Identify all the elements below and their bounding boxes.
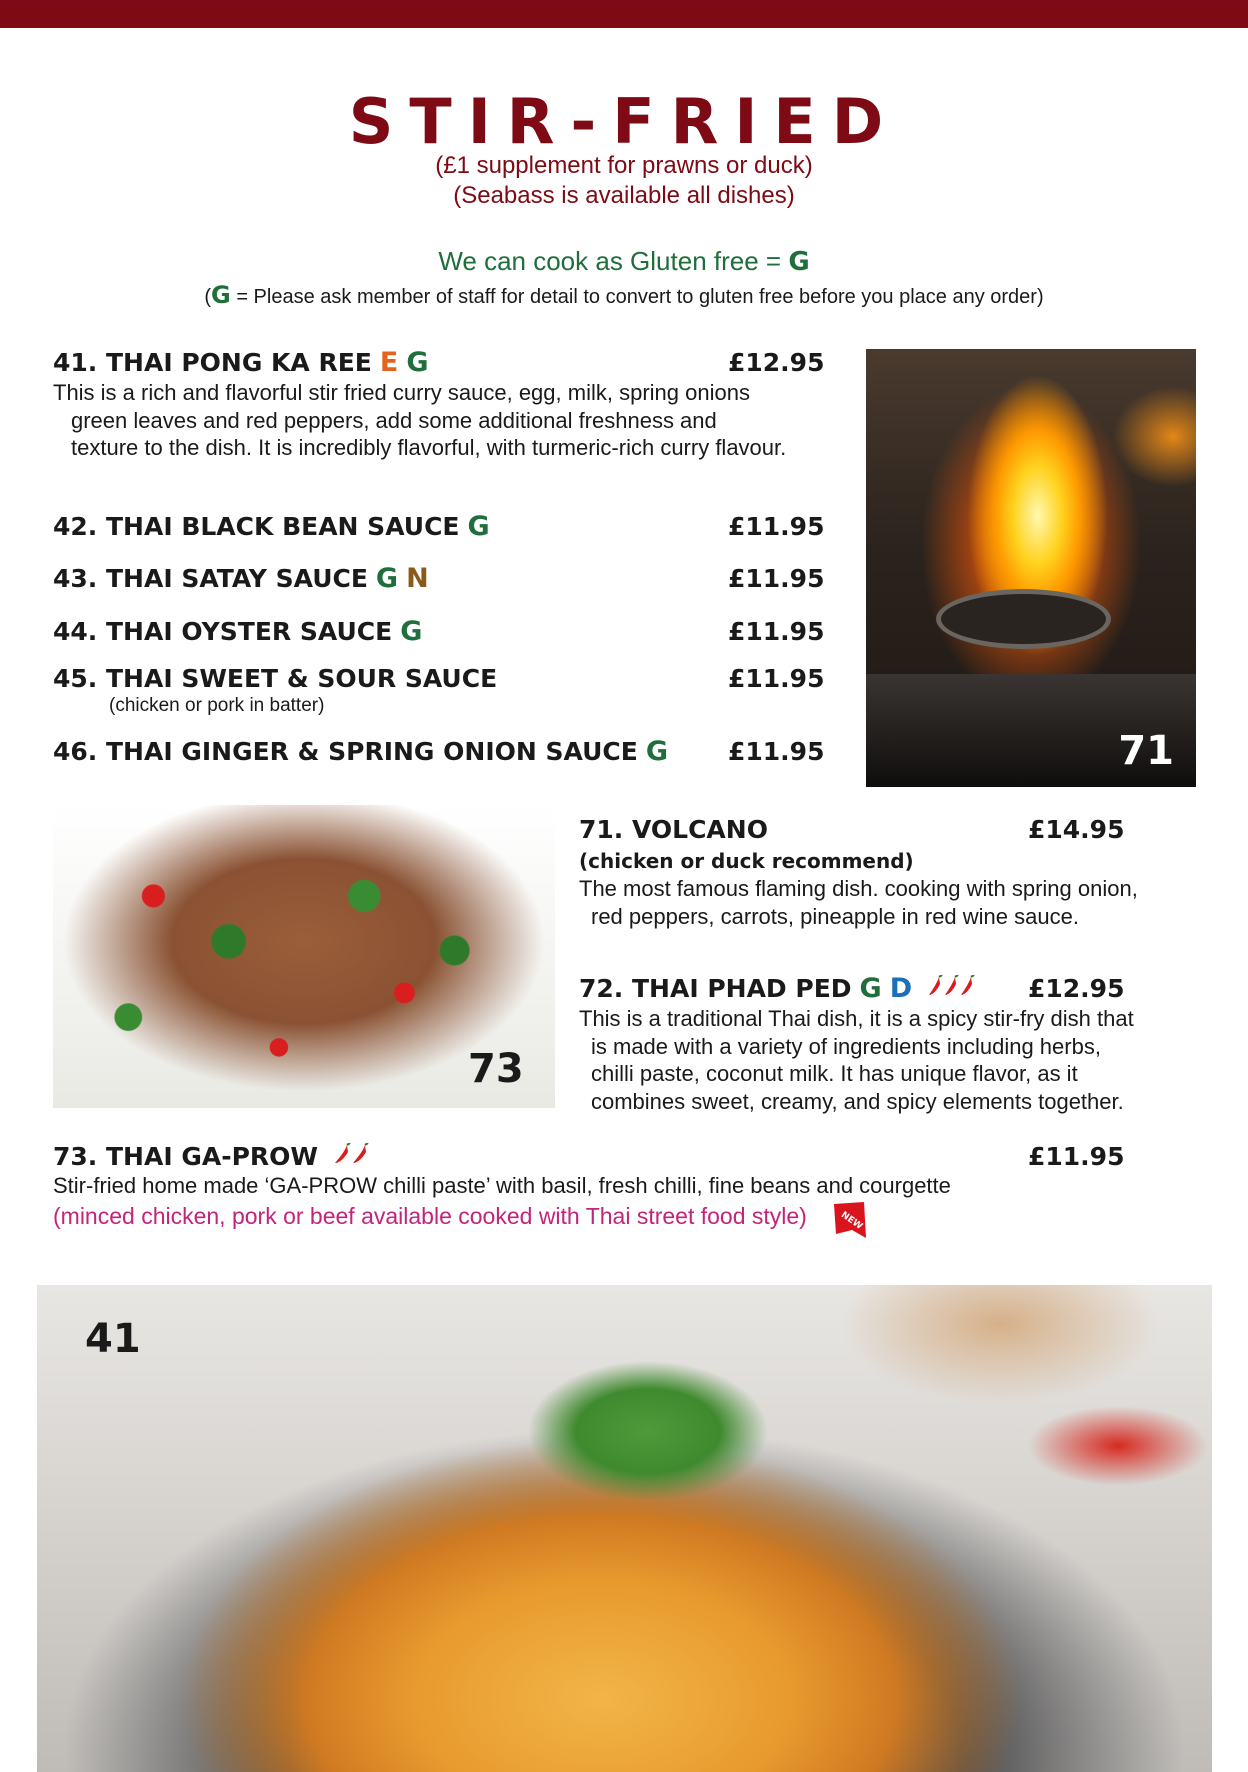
supplement-note: (£1 supplement for prawns or duck) <box>435 152 813 179</box>
chilli-icon <box>959 975 975 1006</box>
gluten-free-mark-small: G <box>211 281 231 309</box>
dish-71-note: (chicken or duck recommend) <box>579 849 914 873</box>
dish-73-price: £11.95 <box>1028 1142 1125 1171</box>
photo-number-73: 73 <box>468 1046 524 1092</box>
dish-72-name: 72. THAI PHAD PED G D <box>579 974 975 1006</box>
dish-41-price: £12.95 <box>728 348 825 377</box>
egg-allergen-tag: E <box>379 347 399 378</box>
dairy-allergen-tag: D <box>889 973 913 1004</box>
gluten-free-tag: G <box>406 347 429 378</box>
dish-72-price: £12.95 <box>1028 974 1125 1003</box>
gluten-free-mark: G <box>788 247 810 277</box>
photo-number-71: 71 <box>1118 728 1174 774</box>
dish-71-name: 71. VOLCANO <box>579 815 768 844</box>
dish-43-price: £11.95 <box>728 564 825 593</box>
dish-42-price: £11.95 <box>728 512 825 541</box>
dish-46-price: £11.95 <box>728 737 825 766</box>
chilli-icon <box>927 975 943 1006</box>
seabass-note: (Seabass is available all dishes) <box>453 182 795 209</box>
pong-ka-ree-dish-photo <box>37 1285 1212 1772</box>
dish-46-name: 46. THAI GINGER & SPRING ONION SAUCE G <box>53 736 668 767</box>
gluten-free-instruction-text: = Please ask member of staff for detail to convert to gluten free before you place any order) <box>236 286 1044 308</box>
dish-44-price: £11.95 <box>728 617 825 646</box>
chilli-icon <box>333 1143 351 1174</box>
dish-42-name: 42. THAI BLACK BEAN SAUCE G <box>53 511 490 542</box>
gluten-free-tag: G <box>400 616 423 647</box>
dish-41-name: 41. THAI PONG KA REE E G <box>53 347 429 378</box>
dish-45-price: £11.95 <box>728 664 825 693</box>
dish-45-note: (chicken or pork in batter) <box>109 695 325 716</box>
gluten-free-tag: G <box>859 973 882 1004</box>
dish-72-description: This is a traditional Thai dish, it is a spicy stir-fry dish that is made with a variety of ingredients including herbs, chilli paste, coconut milk. It has unique flavor, as it combines sweet, creamy, and spicy elements together. <box>579 1006 1134 1114</box>
wok-pan <box>936 589 1111 649</box>
nut-allergen-tag: N <box>406 563 429 594</box>
gluten-free-tag: G <box>467 511 490 542</box>
gluten-free-line <box>0 246 1248 277</box>
gluten-free-instruction: (G = Please ask member of staff for detail to convert to gluten free before you place any order) <box>204 281 1044 309</box>
top-banner-bar <box>0 0 1248 28</box>
svg-text:NEW: NEW <box>838 1210 865 1232</box>
page-title: STIR-FRIED <box>348 85 900 158</box>
chilli-icon <box>351 1143 369 1174</box>
dish-73-description: Stir-fried home made ‘GA-PROW chilli paste’ with basil, fresh chilli, fine beans and courgette <box>53 1173 951 1198</box>
dish-41-description: This is a rich and flavorful stir fried curry sauce, egg, milk, spring onions green leaves and red peppers, add some additional freshness and texture to the dish. It is incredibly flavorful, with turmeric-rich curry flavour. <box>53 380 787 460</box>
volcano-flame-photo <box>866 349 1196 787</box>
dish-71-description: The most famous flaming dish. cooking with spring onion, red peppers, carrots, pineapple in red wine sauce. <box>579 876 1138 929</box>
gluten-free-text: We can cook as Gluten free = <box>438 246 782 276</box>
photo-number-41: 41 <box>85 1316 141 1362</box>
gluten-free-tag: G <box>645 736 668 767</box>
new-badge-icon <box>832 1200 868 1240</box>
ga-prow-dish-photo <box>53 805 555 1108</box>
chilli-icon <box>943 975 959 1006</box>
dish-43-name: 43. THAI SATAY SAUCE G N <box>53 563 429 594</box>
dish-73-name: 73. THAI GA-PROW <box>53 1142 369 1174</box>
dish-73-note: (minced chicken, pork or beef available cooked with Thai street food style) <box>53 1203 807 1229</box>
dish-71-price: £14.95 <box>1028 815 1125 844</box>
dish-44-name: 44. THAI OYSTER SAUCE G <box>53 616 423 647</box>
dish-45-name: 45. THAI SWEET & SOUR SAUCE <box>53 664 498 693</box>
gluten-free-tag: G <box>375 563 399 594</box>
